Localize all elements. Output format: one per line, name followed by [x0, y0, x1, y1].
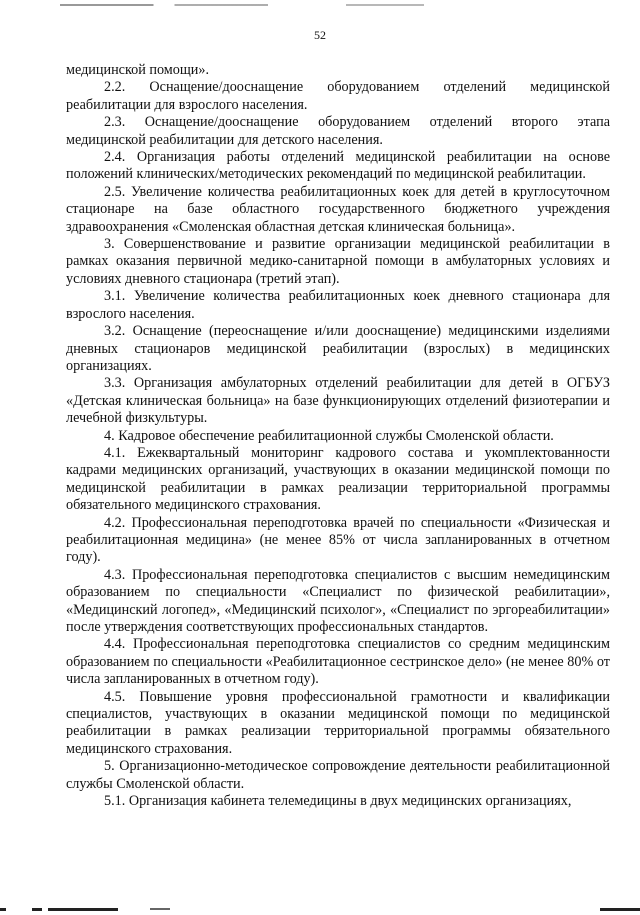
paragraph: 4.3. Профессиональная переподготовка специалистов с высшим немедицинским образованием по специальности «Специалист по физической реабилитации», «Медицинский логопед», «Медицинский психолог», «Специалист по эргореабилитации» после утверждения соответствующих профессиональных стандартов.	[66, 566, 610, 635]
paragraph: 4.4. Профессиональная переподготовка специалистов со средним медицинским образованием по специальности «Реабилитационное сестринское дело» (не менее 80% от числа запланированных в отчетном году).	[66, 636, 610, 688]
page-number: 52	[314, 28, 326, 42]
scan-edge-bottom	[0, 908, 640, 912]
paragraph: 4.1. Ежеквартальный мониторинг кадрового состава и укомплектованности кадрами медицинских организаций, участвующих в оказании медицинской помощи по медицинской реабилитации в рамках реализации территориальной программы обязательного медицинского страхования.	[66, 444, 610, 514]
paragraph: 2.2. Оснащение/дооснащение оборудованием отделений медицинской реабилитации для взрослого населения.	[66, 79, 610, 113]
paragraph: 3.1. Увеличение количества реабилитационных коек дневного стационара для взрослого населения.	[66, 288, 610, 322]
paragraph: 4. Кадровое обеспечение реабилитационной службы Смоленской области.	[104, 427, 554, 444]
paragraph: 3.2. Оснащение (переоснащение и/или дооснащение) медицинскими изделиями дневных стационаров медицинской реабилитации (взрослых) в медицинских организациях.	[66, 323, 610, 374]
paragraph: 2.3. Оснащение/дооснащение оборудованием отделений второго этапа медицинской реабилитации для детского населения.	[66, 114, 610, 148]
paragraph: 3. Совершенствование и развитие организации медицинской реабилитации в рамках оказания первичной медико-санитарной помощи в амбулаторных условиях и условиях дневного стационара (третий этап).	[66, 236, 610, 287]
paragraph: медицинской помощи».	[66, 62, 210, 78]
paragraph: 3.3. Организация амбулаторных отделений реабилитации для детей в ОГБУЗ «Детская клиническая больница» на базе функционирующих отделений физиотерапии и лечебной физкультуры.	[66, 375, 610, 427]
paragraph: 5.1. Организация кабинета телемедицины в двух медицинских организациях,	[104, 793, 572, 810]
scan-edge-top	[60, 4, 580, 6]
paragraph: 2.5. Увеличение количества реабилитационных коек для детей в круглосуточном стационаре на базе областного государственного бюджетного учреждения здравоохранения «Смоленская областная детская клиническая больница».	[66, 183, 610, 235]
document-body	[66, 62, 610, 810]
paragraph: 4.5. Повышение уровня профессиональной грамотности и квалификации специалистов, участвующих в оказании медицинской помощи по медицинской реабилитации в рамках реализации территориальной программы обязательного медицинского страхования.	[66, 688, 610, 757]
paragraph: 5. Организационно-методическое сопровождение деятельности реабилитационной службы Смоленской области.	[66, 758, 610, 792]
paragraph: 2.4. Организация работы отделений медицинской реабилитации на основе положений клинических/методических рекомендаций по медицинской реабилитации.	[66, 149, 610, 183]
paragraph: 4.2. Профессиональная переподготовка врачей по специальности «Физическая и реабилитационная медицина» (не менее 85% от числа запланированных в отчетном году).	[66, 514, 610, 566]
